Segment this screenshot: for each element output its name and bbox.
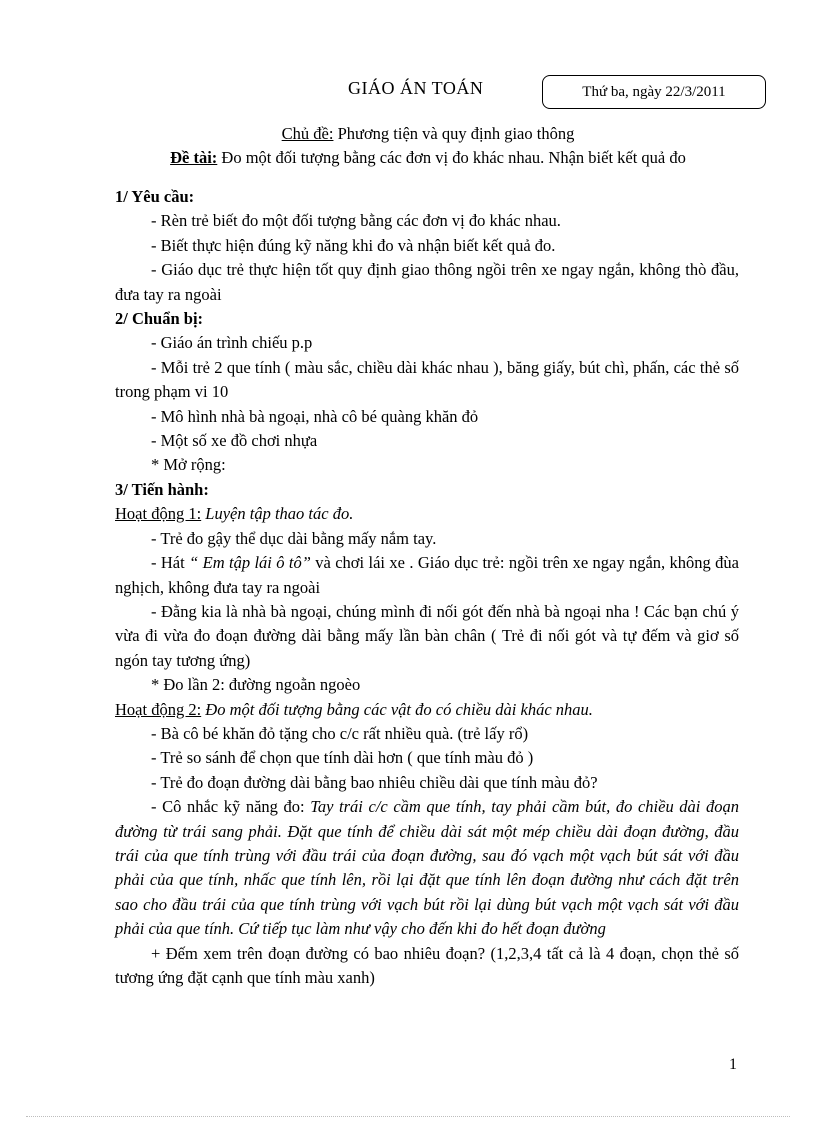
list-item: - Trẻ so sánh để chọn que tính dài hơn ( que tính màu đỏ ) xyxy=(151,748,534,768)
heading-chuan-bi: 2/ Chuẩn bị: xyxy=(115,309,204,329)
list-item: - Biết thực hiện đúng kỹ năng khi đo và nhận biết kết quả đo. xyxy=(151,235,556,255)
lesson-content xyxy=(115,185,739,990)
list-item: - Mỗi trẻ 2 que tính ( màu sắc, chiều dài khác nhau ), băng giấy, bút chì, phấn, các thẻ số trong phạm vi 10 xyxy=(115,357,739,402)
activity-1-label: Hoạt động 1: xyxy=(115,504,202,524)
list-item: - Trẻ đo đoạn đường dài bằng bao nhiêu chiều dài que tính màu đỏ? xyxy=(151,772,598,792)
list-item: - Mô hình nhà bà ngoại, nhà cô bé quàng khăn đỏ xyxy=(151,406,479,426)
list-item xyxy=(115,551,739,600)
skill-text: Tay trái c/c cầm que tính, tay phải cầm bút, đo chiều dài đoạn đường từ trái sang phải. Đặt que tính để chiều dài sát một mép chiều dài đoạn đường, đầu trái của que tính trùng với đầu trái của đoạn đường, sau đó vạch một vạch bút sát với đầu phải của que tính, nhấc que tính lên, rồi lại đặt que tính lên đoạn đường như cách đặt trên sao cho đầu trái của que tính trùng với vạch bút rồi lại dùng bút vạch một vạch sát với đầu phải của que tính. Cứ tiếp tục làm như vậy cho đến khi đo hết đoạn đường xyxy=(115,797,740,939)
activity-2-label: Hoạt động 2: xyxy=(115,699,202,719)
de-tai-value: Đo một đối tượng bằng các đơn vị đo khác nhau. Nhận biết kết quả đo xyxy=(217,148,686,167)
list-item: * Mở rộng: xyxy=(151,455,226,475)
skill-prefix: - Cô nhắc kỹ năng đo: xyxy=(151,797,311,817)
list-item: - Trẻ đo gậy thể dục dài bằng mấy nắm tay. xyxy=(151,528,437,548)
list-item: - Một số xe đồ chơi nhựa xyxy=(151,431,318,451)
date-box xyxy=(542,75,766,109)
hat-suffix: và chơi lái xe . Giáo dục trẻ: ngồi trên xe ngay ngắn, không đùa nghịch, không đưa tay ra ngoài xyxy=(115,553,739,597)
date-text: Thứ ba, ngày 22/3/2011 xyxy=(582,83,726,100)
chu-de-value: Phương tiện và quy định giao thông xyxy=(333,124,575,143)
topic-block xyxy=(0,122,816,170)
document-title: GIÁO ÁN TOÁN xyxy=(348,78,484,98)
heading-tien-hanh: 3/ Tiến hành: xyxy=(115,479,209,499)
activity-2-title: Đo một đối tượng bằng các vật đo có chiều dài khác nhau. xyxy=(201,699,593,719)
hat-prefix: - Hát xyxy=(151,553,190,573)
page-bottom-divider xyxy=(26,1116,790,1117)
activity-2-heading xyxy=(115,698,739,722)
list-item xyxy=(115,795,739,941)
page-number: 1 xyxy=(729,1056,737,1073)
list-item: - Rèn trẻ biết đo một đối tượng bằng các đơn vị đo khác nhau. xyxy=(151,211,561,231)
song-title: “ Em tập lái ô tô” xyxy=(189,553,311,573)
activity-1-title: Luyện tập thao tác đo. xyxy=(201,504,354,524)
chu-de-label: Chủ đề: xyxy=(281,124,334,143)
list-item: - Bà cô bé khăn đỏ tặng cho c/c rất nhiều quà. (trẻ lấy rổ) xyxy=(151,723,529,743)
list-item: + Đếm xem trên đoạn đường có bao nhiêu đoạn? (1,2,3,4 tất cả là 4 đoạn, chọn thẻ số tương ứng đặt cạnh que tính màu xanh) xyxy=(115,943,739,987)
chu-de-line xyxy=(0,122,816,146)
list-item: - Giáo án trình chiếu p.p xyxy=(151,333,313,353)
list-item: * Đo lần 2: đường ngoằn ngoèo xyxy=(151,675,361,695)
list-item: - Giáo dục trẻ thực hiện tốt quy định giao thông ngồi trên xe ngay ngắn, không thò đầu, đưa tay ra ngoài xyxy=(115,260,739,304)
heading-yeu-cau: 1/ Yêu cầu: xyxy=(115,187,195,206)
list-item: - Đằng kia là nhà bà ngoại, chúng mình đi nối gót đến nhà bà ngoại nha ! Các bạn chú ý vừa đi vừa đo đoạn đường dài bằng mấy lần bàn chân ( Trẻ đi nối gót và tự đếm và giơ số ngón tay tương ứng) xyxy=(115,601,739,670)
de-tai-label: Đề tài: xyxy=(170,148,218,167)
activity-1-heading xyxy=(115,502,739,526)
de-tai-line xyxy=(0,146,816,170)
